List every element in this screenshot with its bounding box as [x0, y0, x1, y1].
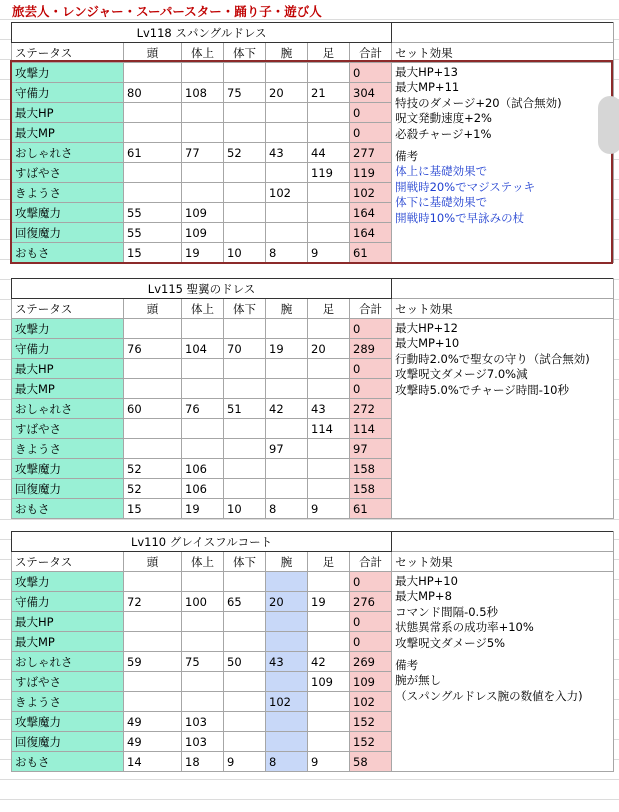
stat-cell-upper[interactable]: [182, 103, 224, 123]
stat-cell-lower[interactable]: [224, 319, 266, 339]
stat-cell-foot[interactable]: 9: [308, 243, 350, 263]
stat-cell-upper[interactable]: [182, 359, 224, 379]
set-effect-cell[interactable]: [392, 572, 614, 772]
stat-label[interactable]: 守備力: [12, 592, 124, 612]
column-header[interactable]: 足: [308, 552, 350, 572]
total-cell[interactable]: 97: [350, 439, 392, 459]
stat-cell-lower[interactable]: [224, 359, 266, 379]
total-cell[interactable]: 276: [350, 592, 392, 612]
stat-cell-head[interactable]: [124, 379, 182, 399]
stat-cell-head[interactable]: 14: [124, 752, 182, 772]
stat-cell-arm[interactable]: [266, 732, 308, 752]
stat-cell-foot[interactable]: [308, 712, 350, 732]
column-header[interactable]: ステータス: [12, 43, 124, 63]
stat-cell-lower[interactable]: [224, 612, 266, 632]
stat-cell-arm[interactable]: [266, 632, 308, 652]
set-effect-line: 最大HP+13: [395, 65, 458, 79]
stat-cell-upper[interactable]: [182, 692, 224, 712]
stat-cell-lower[interactable]: [224, 479, 266, 499]
stat-label[interactable]: 攻撃魔力: [12, 203, 124, 223]
stat-cell-head[interactable]: 55: [124, 203, 182, 223]
stat-cell-head[interactable]: 59: [124, 652, 182, 672]
stat-cell-lower[interactable]: 10: [224, 243, 266, 263]
stat-cell-foot[interactable]: [308, 183, 350, 203]
stat-cell-arm[interactable]: [266, 163, 308, 183]
stat-cell-upper[interactable]: 103: [182, 712, 224, 732]
stat-cell-foot[interactable]: [308, 732, 350, 752]
stat-cell-foot[interactable]: [308, 359, 350, 379]
set-effect-line: コマンド間隔-0.5秒: [395, 604, 499, 619]
stat-label[interactable]: おもさ: [12, 499, 124, 519]
column-header[interactable]: 頭: [124, 43, 182, 63]
set-effect-line: 必殺チャージ+1%: [395, 126, 492, 141]
stat-cell-arm[interactable]: [266, 479, 308, 499]
stat-cell-lower[interactable]: [224, 419, 266, 439]
stat-cell-arm[interactable]: 43: [266, 143, 308, 163]
stat-cell-arm[interactable]: 20: [266, 83, 308, 103]
stat-cell-head[interactable]: 15: [124, 499, 182, 519]
stat-cell-foot[interactable]: [308, 632, 350, 652]
stat-label[interactable]: 攻撃力: [12, 63, 124, 83]
total-cell[interactable]: 0: [350, 632, 392, 652]
title-row: [12, 23, 614, 43]
stat-cell-arm[interactable]: 8: [266, 752, 308, 772]
cell[interactable]: [392, 532, 614, 552]
stat-cell-upper[interactable]: [182, 419, 224, 439]
stat-cell-lower[interactable]: [224, 632, 266, 652]
column-header[interactable]: 体上: [182, 299, 224, 319]
stat-cell-arm[interactable]: [266, 459, 308, 479]
column-header[interactable]: セット効果: [392, 43, 614, 63]
stat-cell-head[interactable]: 61: [124, 143, 182, 163]
stat-cell-foot[interactable]: [308, 223, 350, 243]
stat-cell-foot[interactable]: 114: [308, 419, 350, 439]
total-cell[interactable]: 164: [350, 223, 392, 243]
stat-cell-head[interactable]: 52: [124, 479, 182, 499]
stat-cell-upper[interactable]: [182, 183, 224, 203]
stat-cell-arm[interactable]: 102: [266, 183, 308, 203]
total-cell[interactable]: 304: [350, 83, 392, 103]
stat-cell-upper[interactable]: [182, 379, 224, 399]
notes-label: 備考: [395, 149, 419, 164]
stat-label[interactable]: きようさ: [12, 692, 124, 712]
stat-cell-arm[interactable]: 97: [266, 439, 308, 459]
stat-cell-upper[interactable]: 18: [182, 752, 224, 772]
stat-cell-lower[interactable]: 51: [224, 399, 266, 419]
stat-cell-upper[interactable]: 109: [182, 223, 224, 243]
stat-cell-arm[interactable]: 8: [266, 499, 308, 519]
notes-label: 備考: [395, 658, 419, 673]
column-header[interactable]: 足: [308, 43, 350, 63]
header-row: [12, 552, 614, 572]
stat-cell-lower[interactable]: [224, 572, 266, 592]
stat-cell-foot[interactable]: 109: [308, 672, 350, 692]
stat-cell-arm[interactable]: 42: [266, 399, 308, 419]
stat-cell-head[interactable]: 15: [124, 243, 182, 263]
stat-cell-lower[interactable]: 52: [224, 143, 266, 163]
total-cell[interactable]: 0: [350, 379, 392, 399]
table-row: [12, 63, 614, 83]
spacer: [395, 142, 610, 149]
stat-cell-upper[interactable]: [182, 632, 224, 652]
stat-cell-foot[interactable]: 119: [308, 163, 350, 183]
stat-cell-upper[interactable]: [182, 163, 224, 183]
column-header[interactable]: 合計: [350, 552, 392, 572]
column-header[interactable]: 頭: [124, 299, 182, 319]
stat-cell-foot[interactable]: 42: [308, 652, 350, 672]
stat-cell-head[interactable]: 80: [124, 83, 182, 103]
total-cell[interactable]: 0: [350, 612, 392, 632]
stat-cell-head[interactable]: [124, 672, 182, 692]
stat-cell-lower[interactable]: 70: [224, 339, 266, 359]
stat-label[interactable]: 攻撃魔力: [12, 712, 124, 732]
stat-cell-head[interactable]: 49: [124, 732, 182, 752]
stat-cell-head[interactable]: [124, 319, 182, 339]
equipment-block: [11, 531, 613, 772]
total-cell[interactable]: 0: [350, 359, 392, 379]
stat-cell-arm[interactable]: [266, 612, 308, 632]
stat-cell-foot[interactable]: [308, 203, 350, 223]
cell[interactable]: [392, 279, 614, 299]
stat-cell-head[interactable]: [124, 183, 182, 203]
stat-label[interactable]: 最大HP: [12, 103, 124, 123]
set-effect-line: 行動時2.0%で聖女の守り（試合無効): [395, 351, 590, 366]
stat-cell-upper[interactable]: 77: [182, 143, 224, 163]
equipment-table: [11, 278, 614, 519]
stat-label[interactable]: おしゃれさ: [12, 652, 124, 672]
stat-cell-lower[interactable]: [224, 103, 266, 123]
column-header[interactable]: 体上: [182, 552, 224, 572]
stat-label[interactable]: きようさ: [12, 439, 124, 459]
column-header[interactable]: 合計: [350, 43, 392, 63]
stat-cell-lower[interactable]: 10: [224, 499, 266, 519]
stat-cell-foot[interactable]: [308, 692, 350, 712]
note-line: 体下に基礎効果で: [395, 195, 488, 210]
column-header[interactable]: 足: [308, 299, 350, 319]
stat-cell-lower[interactable]: [224, 692, 266, 712]
stat-label[interactable]: 最大MP: [12, 632, 124, 652]
stat-label[interactable]: 最大HP: [12, 359, 124, 379]
stat-cell-foot[interactable]: 9: [308, 499, 350, 519]
stat-cell-upper[interactable]: 104: [182, 339, 224, 359]
note-line: 体上に基礎効果で: [395, 164, 488, 179]
column-header[interactable]: 体上: [182, 43, 224, 63]
set-effect-line: 最大MP+11: [395, 80, 460, 95]
jobs-title: 旅芸人・レンジャー・スーパースター・踊り子・遊び人: [12, 4, 322, 19]
stat-cell-foot[interactable]: [308, 572, 350, 592]
stat-label[interactable]: すばやさ: [12, 163, 124, 183]
column-header[interactable]: 体下: [224, 552, 266, 572]
stat-cell-foot[interactable]: [308, 63, 350, 83]
stat-cell-foot[interactable]: 19: [308, 592, 350, 612]
table-row: [12, 319, 614, 339]
stat-cell-arm[interactable]: [266, 379, 308, 399]
stat-cell-foot[interactable]: 20: [308, 339, 350, 359]
stat-cell-upper[interactable]: [182, 672, 224, 692]
total-cell[interactable]: 61: [350, 243, 392, 263]
column-header[interactable]: セット効果: [392, 299, 614, 319]
header-row: [12, 43, 614, 63]
stat-cell-upper[interactable]: [182, 319, 224, 339]
set-effect-line: 最大HP+12: [395, 321, 458, 335]
total-cell[interactable]: 61: [350, 499, 392, 519]
total-cell[interactable]: 0: [350, 103, 392, 123]
stat-cell-lower[interactable]: 65: [224, 592, 266, 612]
note-line: 腕が無し: [395, 673, 442, 688]
stat-cell-arm[interactable]: 19: [266, 339, 308, 359]
stat-cell-foot[interactable]: [308, 103, 350, 123]
stat-cell-lower[interactable]: [224, 63, 266, 83]
column-header[interactable]: 腕: [266, 552, 308, 572]
column-header[interactable]: 体下: [224, 299, 266, 319]
stat-cell-upper[interactable]: [182, 572, 224, 592]
stat-cell-arm[interactable]: 20: [266, 592, 308, 612]
stat-cell-head[interactable]: [124, 103, 182, 123]
stat-cell-foot[interactable]: 9: [308, 752, 350, 772]
stat-cell-head[interactable]: 52: [124, 459, 182, 479]
stat-label[interactable]: 守備力: [12, 83, 124, 103]
equipment-title[interactable]: Lv118 スパングルドレス: [12, 23, 392, 43]
stat-cell-foot[interactable]: 43: [308, 399, 350, 419]
column-header[interactable]: 体下: [224, 43, 266, 63]
total-cell[interactable]: 102: [350, 183, 392, 203]
set-effect-line: 攻撃呪文ダメージ5%: [395, 635, 506, 650]
total-cell[interactable]: 272: [350, 399, 392, 419]
stat-label[interactable]: おもさ: [12, 752, 124, 772]
stat-label[interactable]: おもさ: [12, 243, 124, 263]
stat-label[interactable]: おしゃれさ: [12, 143, 124, 163]
total-cell[interactable]: 289: [350, 339, 392, 359]
set-effect-line: 最大HP+10: [395, 574, 458, 588]
stat-cell-upper[interactable]: 100: [182, 592, 224, 612]
stat-cell-lower[interactable]: 50: [224, 652, 266, 672]
stat-cell-foot[interactable]: [308, 379, 350, 399]
set-effect-line: 最大MP+8: [395, 589, 452, 604]
stat-cell-arm[interactable]: [266, 572, 308, 592]
stat-cell-upper[interactable]: [182, 439, 224, 459]
total-cell[interactable]: 119: [350, 163, 392, 183]
equipment-block: [11, 278, 613, 519]
stat-cell-upper[interactable]: [182, 612, 224, 632]
stat-cell-upper[interactable]: 103: [182, 732, 224, 752]
header-row: [12, 299, 614, 319]
stat-label[interactable]: おしゃれさ: [12, 399, 124, 419]
scroll-thumb[interactable]: [598, 96, 619, 154]
stat-cell-head[interactable]: [124, 572, 182, 592]
stat-cell-head[interactable]: [124, 419, 182, 439]
total-cell[interactable]: 158: [350, 479, 392, 499]
stat-cell-upper[interactable]: 75: [182, 652, 224, 672]
total-cell[interactable]: 0: [350, 123, 392, 143]
stat-cell-arm[interactable]: [266, 672, 308, 692]
set-effect-cell[interactable]: [392, 319, 614, 519]
stat-cell-arm[interactable]: [266, 419, 308, 439]
total-cell[interactable]: 152: [350, 712, 392, 732]
spacer: [395, 651, 610, 658]
set-effect-cell[interactable]: [392, 63, 614, 263]
column-header[interactable]: ステータス: [12, 552, 124, 572]
set-effect-line: 特技のダメージ+20（試合無効): [395, 95, 562, 110]
total-cell[interactable]: 114: [350, 419, 392, 439]
column-header[interactable]: 頭: [124, 552, 182, 572]
stat-cell-lower[interactable]: [224, 123, 266, 143]
stat-cell-lower[interactable]: [224, 732, 266, 752]
set-effect-line: 呪文発動速度+2%: [395, 111, 492, 126]
stat-cell-arm[interactable]: 43: [266, 652, 308, 672]
column-header[interactable]: 腕: [266, 299, 308, 319]
stat-label[interactable]: 攻撃力: [12, 319, 124, 339]
cell[interactable]: [392, 23, 614, 43]
column-header[interactable]: ステータス: [12, 299, 124, 319]
note-line: （スパングルドレス腕の数値を入力): [395, 688, 583, 703]
stat-cell-head[interactable]: [124, 612, 182, 632]
total-cell[interactable]: 152: [350, 732, 392, 752]
stat-cell-lower[interactable]: [224, 672, 266, 692]
stat-cell-arm[interactable]: [266, 63, 308, 83]
equipment-block: [11, 22, 613, 263]
stat-cell-arm[interactable]: [266, 359, 308, 379]
stat-label[interactable]: きようさ: [12, 183, 124, 203]
stat-label[interactable]: 回復魔力: [12, 223, 124, 243]
stat-cell-upper[interactable]: 106: [182, 459, 224, 479]
stat-cell-lower[interactable]: [224, 459, 266, 479]
stat-cell-head[interactable]: [124, 692, 182, 712]
column-header[interactable]: 腕: [266, 43, 308, 63]
stat-cell-head[interactable]: [124, 632, 182, 652]
set-effect-line: 状態異常系の成功率+10%: [395, 620, 534, 635]
stat-cell-foot[interactable]: [308, 123, 350, 143]
stat-cell-foot[interactable]: 44: [308, 143, 350, 163]
stat-label[interactable]: 回復魔力: [12, 479, 124, 499]
total-cell[interactable]: 0: [350, 572, 392, 592]
stat-label[interactable]: 攻撃魔力: [12, 459, 124, 479]
stat-cell-foot[interactable]: [308, 459, 350, 479]
total-cell[interactable]: 109: [350, 672, 392, 692]
stat-cell-head[interactable]: [124, 439, 182, 459]
stat-label[interactable]: 最大MP: [12, 123, 124, 143]
note-line: 開戦時20%でマジステッキ: [395, 179, 536, 194]
stat-cell-head[interactable]: [124, 359, 182, 379]
stat-cell-upper[interactable]: 109: [182, 203, 224, 223]
stat-cell-head[interactable]: 49: [124, 712, 182, 732]
stat-cell-lower[interactable]: [224, 183, 266, 203]
total-cell[interactable]: 0: [350, 319, 392, 339]
stat-label[interactable]: 最大HP: [12, 612, 124, 632]
stat-cell-arm[interactable]: [266, 103, 308, 123]
stat-cell-head[interactable]: 55: [124, 223, 182, 243]
stat-cell-lower[interactable]: [224, 439, 266, 459]
total-cell[interactable]: 0: [350, 63, 392, 83]
set-effect-line: 最大MP+10: [395, 336, 460, 351]
column-header[interactable]: セット効果: [392, 552, 614, 572]
stat-cell-lower[interactable]: [224, 203, 266, 223]
stat-cell-upper[interactable]: 108: [182, 83, 224, 103]
stat-label[interactable]: 攻撃力: [12, 572, 124, 592]
total-cell[interactable]: 277: [350, 143, 392, 163]
equipment-table: [11, 531, 614, 772]
stat-cell-upper[interactable]: 106: [182, 479, 224, 499]
stat-label[interactable]: 守備力: [12, 339, 124, 359]
stat-cell-foot[interactable]: [308, 439, 350, 459]
stat-cell-head[interactable]: [124, 123, 182, 143]
total-cell[interactable]: 164: [350, 203, 392, 223]
equipment-table: [11, 22, 614, 263]
stat-cell-foot[interactable]: [308, 479, 350, 499]
title-row: [12, 279, 614, 299]
stat-cell-lower[interactable]: [224, 712, 266, 732]
stat-cell-arm[interactable]: [266, 123, 308, 143]
stat-cell-lower[interactable]: 9: [224, 752, 266, 772]
title-row: [12, 532, 614, 552]
stat-label[interactable]: 最大MP: [12, 379, 124, 399]
stat-label[interactable]: すばやさ: [12, 419, 124, 439]
stat-cell-foot[interactable]: 21: [308, 83, 350, 103]
stat-label[interactable]: すばやさ: [12, 672, 124, 692]
set-effect-line: 攻撃時5.0%でチャージ時間-10秒: [395, 382, 570, 397]
set-effect-line: 攻撃呪文ダメージ7.0%減: [395, 367, 528, 382]
stat-cell-arm[interactable]: 8: [266, 243, 308, 263]
stat-cell-head[interactable]: [124, 163, 182, 183]
stat-cell-lower[interactable]: [224, 379, 266, 399]
stat-cell-upper[interactable]: 76: [182, 399, 224, 419]
stat-cell-head[interactable]: 60: [124, 399, 182, 419]
stat-cell-arm[interactable]: [266, 223, 308, 243]
table-row: [12, 572, 614, 592]
stat-cell-lower[interactable]: [224, 163, 266, 183]
total-cell[interactable]: 58: [350, 752, 392, 772]
stat-cell-foot[interactable]: [308, 319, 350, 339]
stat-cell-upper[interactable]: [182, 63, 224, 83]
column-header[interactable]: 合計: [350, 299, 392, 319]
stat-cell-upper[interactable]: 19: [182, 499, 224, 519]
total-cell[interactable]: 102: [350, 692, 392, 712]
stat-cell-foot[interactable]: [308, 612, 350, 632]
stat-cell-lower[interactable]: [224, 223, 266, 243]
stat-cell-arm[interactable]: [266, 203, 308, 223]
stat-cell-arm[interactable]: [266, 712, 308, 732]
stat-label[interactable]: 回復魔力: [12, 732, 124, 752]
stat-cell-upper[interactable]: 19: [182, 243, 224, 263]
stat-cell-head[interactable]: [124, 63, 182, 83]
stat-cell-arm[interactable]: [266, 319, 308, 339]
stat-cell-upper[interactable]: [182, 123, 224, 143]
total-cell[interactable]: 158: [350, 459, 392, 479]
total-cell[interactable]: 269: [350, 652, 392, 672]
stat-cell-head[interactable]: 76: [124, 339, 182, 359]
note-line: 開戦時10%で早詠みの杖: [395, 210, 525, 225]
stat-cell-arm[interactable]: 102: [266, 692, 308, 712]
equipment-title[interactable]: Lv110 グレイスフルコート: [12, 532, 392, 552]
stat-cell-head[interactable]: 72: [124, 592, 182, 612]
equipment-title[interactable]: Lv115 聖翼のドレス: [12, 279, 392, 299]
stat-cell-lower[interactable]: 75: [224, 83, 266, 103]
